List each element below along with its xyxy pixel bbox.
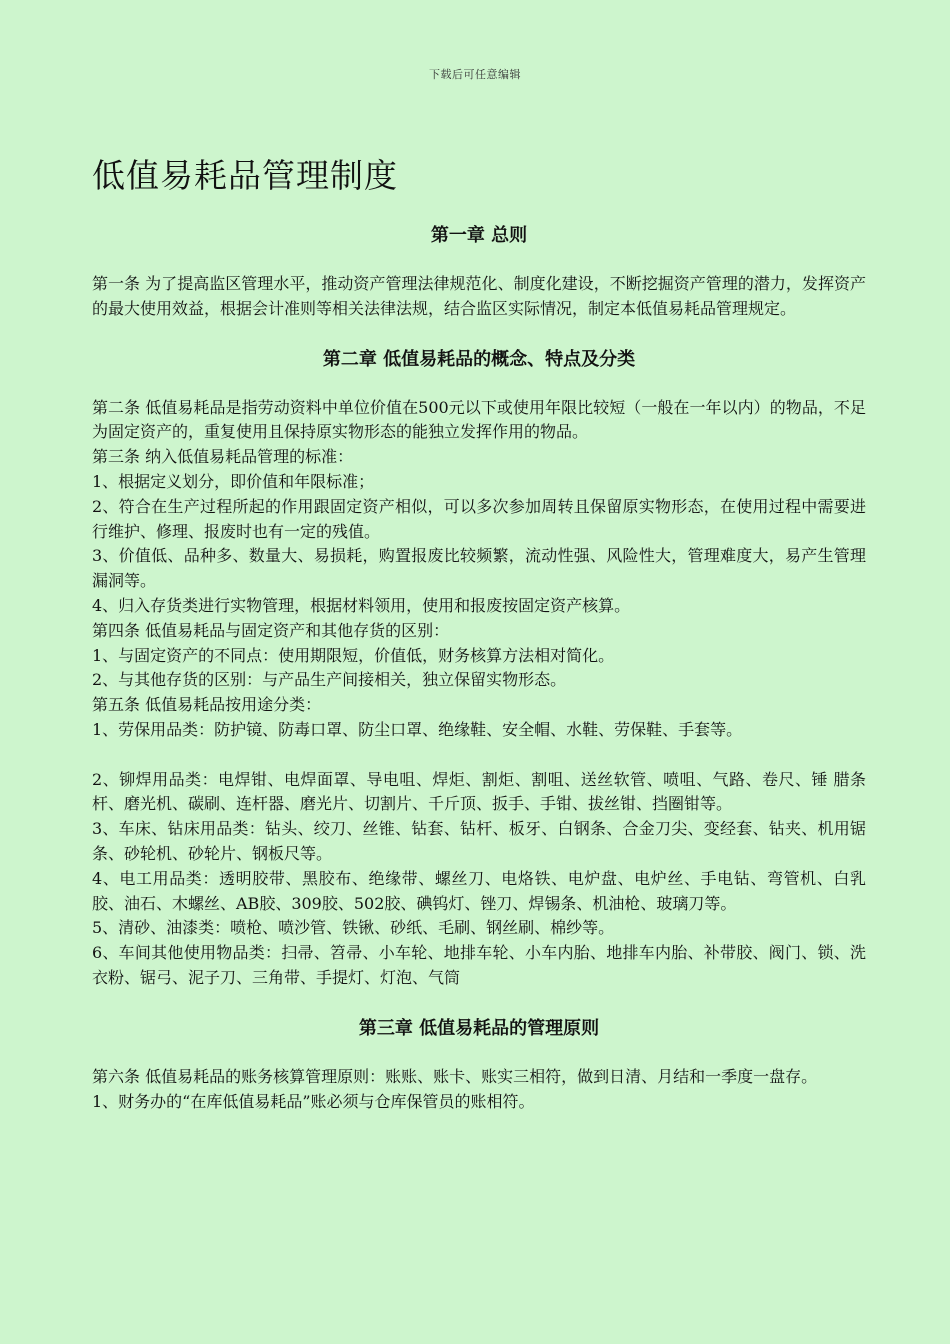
header-note: 下载后可任意编辑 (429, 68, 521, 81)
article-5-item-1: 1、劳保用品类：防护镜、防毒口罩、防尘口罩、绝缘鞋、安全帽、水鞋、劳保鞋、手套等。 (92, 719, 743, 739)
article-4-item-2: 2、与其他存货的区别：与产品生产间接相关，独立保留实物形态。 (92, 670, 567, 690)
document-title: 低值易耗品管理制度 (92, 156, 398, 195)
article-3: 第三条 纳入低值易耗品管理的标准： (92, 447, 354, 467)
article-4-item-1: 1、与固定资产的不同点：使用期限短，价值低，财务核算方法相对简化。 (92, 645, 615, 665)
article-5-item-2: 2、铆焊用品类：电焊钳、电焊面罩、导电咀、焊炬、割炬、割咀、送丝软管、喷咀、气路、卷尺、锤 腊条杆、磨光机、碳刷、连杆器、磨光片、切割片、千斤顶、扳手、手钳、拔丝钳、挡圈钳等。 (92, 769, 866, 814)
chapter-1-heading: 第一章 总则 (430, 225, 528, 246)
chapter-3-heading: 第三章 低值易耗品的管理原则 (358, 1017, 600, 1039)
article-3-item-3: 3、价值低、品种多、数量大、易损耗，购置报废比较频繁，流动性强、风险性大，管理难度大，易产生管理漏洞等。 (92, 546, 866, 591)
article-5-item-4: 4、电工用品类：透明胶带、黑胶布、绝缘带、螺丝刀、电烙铁、电炉盘、电炉丝、手电钻、弯管机、白乳胶、油石、木螺丝、AB胶、309胶、502胶、碘钨灯、锉刀、焊锡条、机油枪、玻璃刀等。 (92, 868, 866, 913)
article-3-item-1: 1、根据定义划分，即价值和年限标准； (92, 471, 375, 491)
article-5-item-3: 3、车床、钻床用品类：钻头、绞刀、丝锥、钻套、钻杆、板牙、白钢条、合金刀尖、变经套、钻夹、机用锯条、砂轮机、砂轮片、钢板尺等。 (92, 819, 866, 863)
document-body (92, 222, 866, 1114)
article-6: 第六条 低值易耗品的账务核算管理原则：账账、账卡、账实三相符，做到日清、月结和一季度一盘存。 (92, 1066, 818, 1086)
article-3-item-4: 4、归入存货类进行实物管理，根据材料领用，使用和报废按固定资产核算。 (92, 595, 631, 615)
article-4: 第四条 低值易耗品与固定资产和其他存货的区别： (92, 620, 450, 640)
article-5: 第五条 低值易耗品按用途分类： (92, 695, 322, 715)
article-3-item-2: 2、符合在生产过程所起的作用跟固定资产相似，可以多次参加周转且保留原实物形态，在使用过程中需要进行维护、修理、报废时也有一定的残值。 (92, 496, 866, 541)
article-1: 第一条 为了提高监区管理水平，推动资产管理法律规范化、制度化建设，不断挖掘资产管理的潜力，发挥资产的最大使用效益，根据会计准则等相关法律法规，结合监区实际情况，制定本低值易耗品管理规定。 (92, 274, 866, 318)
article-5-item-6: 6、车间其他使用物品类：扫帚、笤帚、小车轮、地排车轮、小车内胎、地排车内胎、补带胶、阀门、锁、洗衣粉、锯弓、泥子刀、三角带、手提灯、灯泡、气筒 (92, 943, 866, 987)
article-2: 第二条 低值易耗品是指劳动资料中单位价值在500元以下或使用年限比较短（一般在一年以内）的物品，不足为固定资产的，重复使用且保持原实物形态的能独立发挥作用的物品。 (92, 397, 866, 442)
article-5-item-5: 5、清砂、油漆类：喷枪、喷沙管、铁锹、砂纸、毛刷、钢丝刷、棉纱等。 (92, 918, 615, 938)
chapter-2-heading: 第二章 低值易耗品的概念、特点及分类 (322, 348, 636, 370)
article-6-item-1: 1、财务办的“在库低值易耗品”账必须与仓库保管员的账相符。 (92, 1091, 535, 1111)
